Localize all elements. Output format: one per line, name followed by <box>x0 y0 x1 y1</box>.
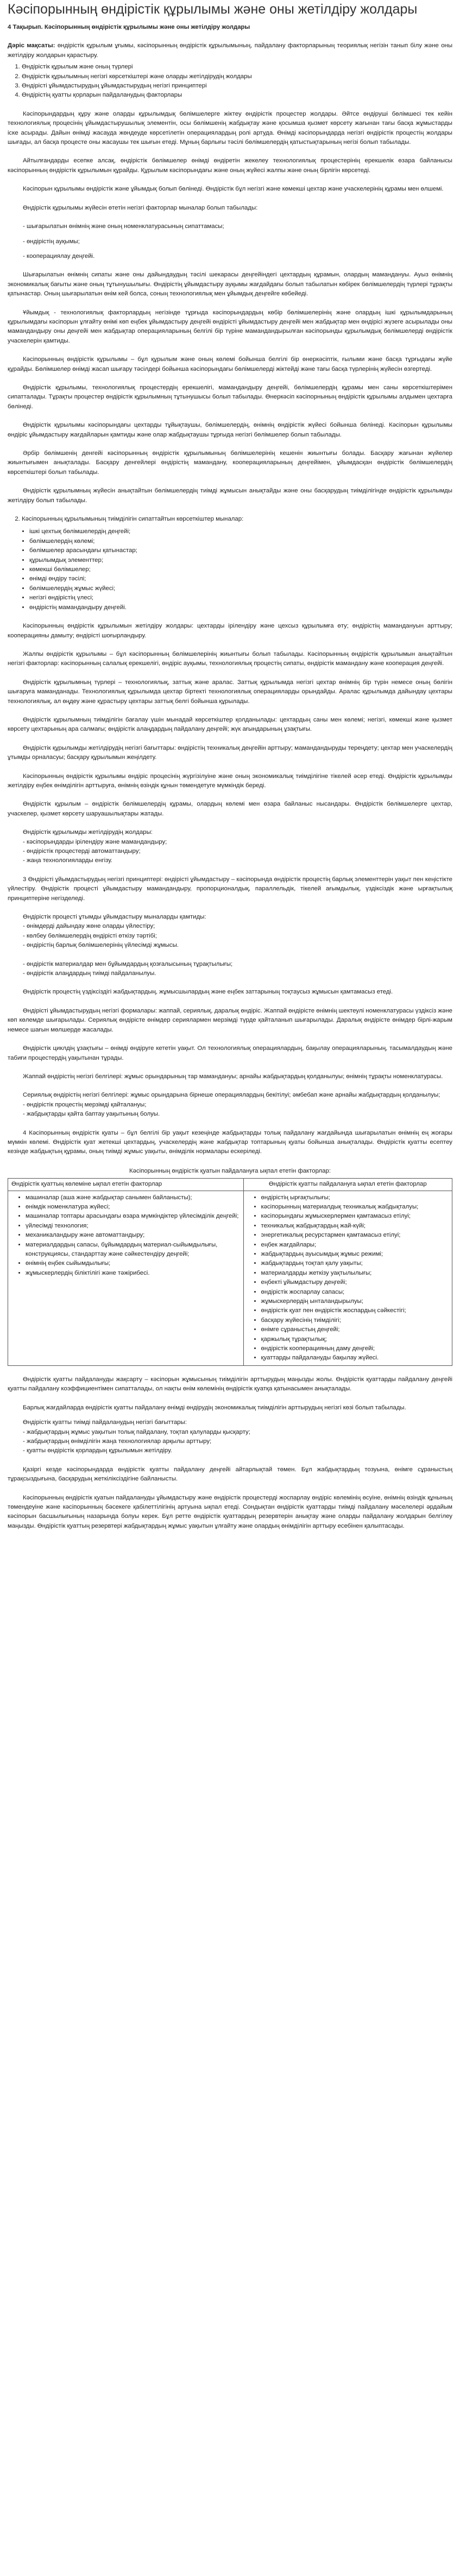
paragraph: Өндірістік құрылым – өндірістік бөлімшелердің құрамы, олардың көлемі мен өзара байланыс нысандары. Өндірістік бөлімшелерге цехтар, учаскелер, қызмет көрсету шаруашылықтары жатады. <box>8 801 452 817</box>
paragraph: Өндірістік циклдің ұзақтығы – өнімді өндіруге кететін уақыт. Ол технологиялық операциялардың, бақылау операцияларының, тасымалдаудың және табиғи процестердің уақытынан тұрады. <box>8 1045 452 1061</box>
paragraph: Ұйымдық - технологиялық факторлардың негізінде тұрғыда кәсіпорындардың көбір бөлімшелерінің және олардың ішкі құрылымдарының құрылымдағы кәсіпорын ұлғайту өнімі көп еңбек ұйымдастыру деңгейі өндірісті ұйымдастыру деңгейі мен жабдықтар мен өндірісі жүзеге асырылады оны мамандандыру оны деңгейі мен жабдықтар операцияларының белгілі бір түріне мамандандырылған кәсіпорынды құрылымдық бөлімшелерді өндірістік учаскелерін қамтиды. <box>8 309 452 344</box>
list-item: • материалдардың сапасы, бұйымдардың материал-сыйымдылығы, конструкциясы, стандарттау және сәйкестендіру деңгейі; <box>26 1240 240 1259</box>
list-item: • материалдарды жеткізу уақтылылығы; <box>261 1269 449 1278</box>
paragraph: Өндірістік құрылымның тиімділігін бағалау үшін мынадай көрсеткіштер қолданылады: цехтардың саны мен көлемі; негізгі, көмекші және қызмет көрсету цехтарының ара салмағы; өндірістік алаңдардың пайдалану деңгейі; жүк ағындарының ұзақтығы. <box>8 716 452 733</box>
paragraph: - жабдықтардың өнімділігін жаңа технологиялар арқылы арттыру; <box>23 1438 212 1445</box>
list-item: • бөлімшелер арасындағы қатынастар; <box>29 546 452 555</box>
lesson-goal-text: өндірістік құрылым ұғымы, кәсіпорынның өндірістік құрылымының, пайдалану факторларының теориялық негізін танып білу және оны жетілдіру жолдарын қарастыру. <box>8 42 452 59</box>
paragraph: Жаппай өндірістің негізгі белгілері: жұмыс орындарының тар мамандануы; арнайы жабдықтардың қолданылуы; өнімнің тұрақты номенклатурасы. <box>23 1073 443 1080</box>
list-item: • құрылымдық элементтер; <box>29 556 452 565</box>
list-item: • бөлімшелердің жұмыс жүйесі; <box>29 584 452 593</box>
section-3 <box>8 875 452 1157</box>
paragraph: Айтылғандарды есепке алсақ, өндірістік бөлімшелер өнімді өндіретін жекелеу технологиялық процестерінің ерекшелік өзара байланысы кәсіпорынның өндірістік құрылымын құрайды. Құрылым кәсіпорындағы және оның жүйесі жалпы және оның бірлігін көрсетеді. <box>8 157 452 174</box>
list-item: • кәсіпорынның материалдық техникалық жабдықталуы; <box>261 1202 449 1212</box>
list-item: • жабдықтардың ауысымдық жұмыс режимі; <box>261 1250 449 1259</box>
paragraph: Кәсіпорын құрылымы өндірістік және ұйымдық болып бөлінеді. Өндірістік бұл негізгі және көмекші цехтар және учаскелерінің құрамы мен өлшемі. <box>23 186 444 193</box>
table-cell-right <box>243 1191 452 1365</box>
paragraph: Жалпы өндірістік құрылымы – бұл кәсіпорынның бөлімшелерінің жиынтығы болып табылады. Кәсіпорынның өндірістік құрылымын анықтайтын негізгі факторлар: кәсіпорынның салалық ерекшелігі, өндіріс ауқымы, технологиялық процестің сипаты, өндірістік мамандану және кооперация деңгейі. <box>8 650 452 667</box>
table-caption: Кәсіпорынның өндірістік қуатын пайдалануға ықпал ететін факторлар: <box>129 1167 331 1174</box>
paragraph: - қуатты өндірістік қорлардың құрылымын жетілдіру. <box>23 1447 172 1454</box>
list-item: - кәсіпорындарды ірілендіру және мамандандыру; <box>23 838 167 845</box>
paragraph: Кәсіпорынның өндірістік құрылымы өндіріс процесінің жүргізілуіне және оның экономикалық тиімділігіне тікелей әсер етеді. Өндірістік құрылымды жетілдіру еңбек өнімділігін арттыруға, өнімнің өзіндік құнын төмендетуге мүмкіндік береді. <box>8 773 452 789</box>
list-item: • еңбек жағдайлары; <box>261 1240 449 1250</box>
list-item: • ішкі цехтық бөлімшелердің деңгейі; <box>29 527 452 536</box>
paragraph: - өндірістік материалдар мен бұйымдардың қозғалысының тұрақтылығы; <box>23 960 233 967</box>
right-factor-list <box>247 1193 449 1363</box>
list-item: • кәсіпорындағы жұмыскерлермен қамтамасыз етілуі; <box>261 1212 449 1221</box>
list-item: - жаңа технологияларды енгізу. <box>23 857 112 864</box>
table-row <box>8 1191 452 1365</box>
paragraph: 3 Өндірісті ұйымдастырудың негізгі принциптері: өндірісті ұйымдастыру – кәсіпорында өндірістік процестің барлық элементтерін уақыт пен кеңістікте үйлестіру. Өндірістік процесті ұйымдастыру мамандандыру, пропорционалдық, параллельдік, тікелей ағымдылық, үздіксіздік және ырғақтылық принциптеріне негізделеді. <box>8 876 452 902</box>
section-2-numbered-heading <box>8 515 452 524</box>
list-item: • өнімнің еңбек сыйымдылығы; <box>26 1259 240 1268</box>
paragraph: Өндірістік құрылымды жетілдірудің негізгі бағыттары: өндірістің техникалық деңгейін арттыру; мамандандыруды тереңдету; цехтар мен учаскелердің ұтымды орналасуы; басқару құрылымын жеңілдету. <box>8 744 452 761</box>
list-item: • техникалық жабдықтардың жай-күйі; <box>261 1221 449 1231</box>
list-item: • өндірістік кооперацияның даму деңгейі; <box>261 1344 449 1353</box>
indicator-list <box>8 527 452 612</box>
section-1 <box>8 110 452 505</box>
paragraph: - шығарылатын өнімнің және оның номенклатурасының сипаттамасы; <box>23 223 224 230</box>
list-item: • энергетикалық ресурстармен қамтамасыз етілуі; <box>261 1231 449 1240</box>
list-item: • қаржылық тұрақтылық; <box>261 1335 449 1344</box>
paragraph: - өндірістік алаңдардың тиімді пайдаланылуы. <box>23 970 156 977</box>
paragraph: - жабдықтардың жұмыс уақытын толық пайдалану, тоқтап қалуларды қысқарту; <box>23 1428 250 1435</box>
list-item: • жабдықтардың тоқтап қалу уақыты; <box>261 1259 449 1268</box>
list-item: • еңбекті ұйымдастыру деңгейі; <box>261 1278 449 1287</box>
list-item: • басқару жүйесінің тиімділігі; <box>261 1316 449 1325</box>
list-item: 2. Кәсіпорынның құрылымының тиімділігін сипаттайтын көрсеткіштер мыналар: <box>22 515 452 524</box>
table-header-row <box>8 1179 452 1191</box>
list-item: • машиналар (аша және жабдықтар санымен байланысты); <box>26 1193 240 1202</box>
list-item: • машиналар топтары арасындағы өзара мүмкіндіктер үйлесімділік деңгейі; <box>26 1212 240 1221</box>
list-item: • өндірістің мамандандыру деңгейі. <box>29 603 452 612</box>
paragraph: Өндірістік қуатты пайдалануды жақсарту – кәсіпорын жұмысының тиімділігін арттырудың маңызды жолы. Өндірістік қуаттарды пайдалану деңгейі қуатты пайдалану коэффициентімен сипатталады, ол нақты өнім көлемінің өндірістік қуатқа қатынасымен анықталады. <box>8 1376 452 1393</box>
list-item: • өндірістік қуат пен өндірістік жоспардың сәйкестігі; <box>261 1306 449 1315</box>
paragraph: Сериялық өндірістің негізгі белгілері: жұмыс орындарына бірнеше операциялардың бекітілуі; әмбебап және арнайы жабдықтардың қолданылуы; <box>23 1092 440 1099</box>
paragraph: - көлбеу бөлімшелердің өндірісті өткізу тәртібі; <box>23 932 157 939</box>
factors-table <box>8 1178 452 1366</box>
table-header-right: Өндірістік қуатты пайдалануға ықпал ететін факторлар <box>243 1179 452 1191</box>
paragraph: - өндірістік процестің мерзімді қайталануы; <box>23 1101 147 1108</box>
list-item: • өндірістік жоспарлау сапасы; <box>261 1288 449 1297</box>
paragraph: Кәсіпорындардың құру және оларды құрылымдық бөлімшелерге жіктеу өндірістік процестер жолдары. Әйтсе өндіруші бөлімшесі тек кейін технологиялық процесінің ұйымдастырушылық элементін, осы бөлімшенің жабдықтау және қосымша қызмет көрсету жағынан тағы басқа жұмыстарды іске асырады. Дайын өнімді жасауда жөндеуде көрсетілетін операциялардың ролі артуда. Өнімді кәсіпорындарда негізгі өндірістік процестің жолдары шығады, ал басқа процесте оны жасаушы тек шығын етеді. Мұның барлығы тәсілі бөлімшелердің қатыстықтарының негізі болып табылады. <box>8 110 452 146</box>
table-header-left: Өндірістік қуаттың көлеміне ықпал ететін факторлар <box>8 1179 244 1191</box>
paragraph: Өндірістік процестің үздіксіздігі жабдықтардың, жұмысшылардың және еңбек заттарының тоқтаусыз жұмысын қамтамасыз етеді. <box>23 989 393 996</box>
list-item: • өнімді өндіру тәсілі; <box>29 574 452 584</box>
paragraph: Өндірістік құрылымның түрлері – технологиялық, заттық және аралас. Заттық құрылымда негізгі цехтар өнімнің бір түрін немесе оның бөлігін шығаруға маманданады. Технологиялық құрылымда цехтар біртекті технологиялық операцияларды орындайды. Аралас құрылымда дайындау цехтары технологиялық, ал өңдеу және құрастыру цехтары заттық белгі бойынша құрылады. <box>8 679 452 705</box>
table-cell-left <box>8 1191 244 1365</box>
list-item: • бөлімшелердің көлемі; <box>29 537 452 546</box>
list-intro: Өндірістік құрылымды жетілдірудің жолдары: <box>23 829 153 836</box>
list-item: • көмекші бөлімшелер; <box>29 565 452 574</box>
paragraph: - өндірістің ауқымы; <box>23 238 80 245</box>
list-item: • жұмыскерлердің ынталандырылуы; <box>261 1297 449 1306</box>
paragraph: Өндірістік құрылымы, технологиялық процестердің ерекшелігі, мамандандыру деңгейі, бөлімшелердің құрамы мен саны көрсеткіштерімен сипатталады. Тұрақты процестер өндірістік құрылымның тұтынушысы болып табылады. Өнеркәсіп кәсіпорнының өндірістік құрылымы алдымен цехтарға бөлінеді. <box>8 384 452 410</box>
paragraph: Кәсіпорынның өндірістік қуатын пайдалануды ұйымдастыру және өндірістік процестерді жоспарлау өндіріс көлемінің өсуіне, өнімнің өзіндік құнының төмендеуіне және кәсіпорынның бәсекеге қабілеттілігінің артуына ықпал етеді. Сондықтан өндірістік қуаттарды тиімді пайдалану мәселелері әрдайым кәсіпорын басшылығының назарында болуы керек. Бұл ретте өндірістік қуаттардың резервтерін анықтау және оларды пайдалану жолдарын белгілеу маңызды. Өндірістік қуаттың резервтері жабдықтардың жұмыс уақытын ұлғайту және олардың өнімділігін арттыру есебінен қалыптасады. <box>8 1494 452 1529</box>
paragraph: Өндірісті ұйымдастырудың негізгі формалары: жаппай, сериялық, даралық өндіріс. Жаппай өндірісте өнімнің шектеулі номенклатурасы үздіксіз және көп көлемде шығарылады. Сериялық өндірісте өнімдер сериялармен мерзімді түрде қайталанып шығарылады. Даралық өндірісте өнімдер бірлі-жарым немесе шағын мөлшерде жасалады. <box>8 1007 452 1033</box>
list-item: • негізгі өндірістің үлесі; <box>29 593 452 603</box>
paragraph: Өндірістік құрылымның жүйесін анықтайтын бөлімшелердің тиімді жұмысын анықтайды және оны басқарудың тиімділігінде өндірістік құрылымды жетілдіру болып табылады. <box>8 488 452 504</box>
lesson-plan-list <box>8 62 452 100</box>
paragraph: Өндірістік қуатты тиімді пайдаланудың негізгі бағыттары: <box>23 1419 187 1426</box>
paragraph: Өндірістік процесті ұтымды ұйымдастыру мыналарды қамтиды: <box>23 914 206 921</box>
list-item: - өндірістік процестерді автоматтандыру; <box>23 848 141 855</box>
list-item: 2. Өндірістік құрылымның негізгі көрсеткіштері және оларды жетілдірудің жолдары <box>22 72 452 81</box>
topic-heading: 4 Тақырып. Кәсіпорынның өндірістік құрылымы және оны жетілдіру жолдары <box>8 24 250 30</box>
paragraph: - кооперациялау деңгейі. <box>23 252 95 260</box>
list-item: 1. Өндірістік құрылым және оның түрлері <box>22 62 452 72</box>
paragraph: Кәсіпорынның өндірістік құрылымын жетілдіру жолдары: цехтарды ірілендіру және цехсыз құрылымға өту; өндірістің мамандануын арттыру; кооперацияны дамыту; өндірісті шоғырландыру. <box>8 623 452 639</box>
list-item: • механикаландыру және автоматтандыру; <box>26 1231 240 1240</box>
paragraph: Әрбір бөлімшенің денгейі кәсіпорынның өндірістік құрылымының бөлімшелерінің кешенін жиынтығы болады. Басқару жағынан жүйелер жиынтығымен анықталады. Басқару денгейлері өндірістің мамандану, кооперацияларының деңгейімен, ұйымдасқан өндірістік бөлімшелердің көрсеткіштері болып табылады. <box>8 450 452 476</box>
paragraph: Өндірістік құрылымы кәсіпорындағы цехтарды тұйықтаушы, бөлімшелердің, өнімнің өндірістік жүйесі бойынша бөлінеді. Кәсіпорын құрылымы өндіріс ұйымдастыру жағдайларын қамтиды және олар жабдықтаушы тұрғыда негізгі бөлімшелер болып табылады. <box>8 422 452 438</box>
lesson-goal-label: Дәріс мақсаты: <box>8 42 55 49</box>
paragraph: Шығарылатын өнімнің сипаты және оны дайындаудың тәсілі шекарасы деңгейіндегі цехтардың құрамын, олардың мамандануы. Ауыз өнімнің экономикалық бағыты және оның тұтынушылығы. Өндірістің ұйымдастыру ауқымы жағдайдағы болып табылатын көбірек бөлімшелердің түрлері тұрақты қатынастар. Оның шығарылатын өнім кей болса, соның технологиялық мен ұйымдық деңгейге көбейеді. <box>8 271 452 298</box>
list-item: • жұмыскерлердің біліктілігі және тәжірибесі. <box>26 1269 240 1278</box>
section-4 <box>8 1375 452 1531</box>
section-2 <box>8 515 452 866</box>
paragraph: - өндірістің барлық бөлімшелерінің үйлесімді жұмысы. <box>23 942 179 949</box>
left-factor-list <box>11 1193 240 1278</box>
paragraph: Өндірістік құрылымы жүйесін өтетін негізгі факторлар мыналар болып табылады: <box>23 204 258 211</box>
paragraph: 4 Кәсіпорынның өндірістік қуаты – бұл белгілі бір уақыт кезеңінде жабдықтарды толық пайдалану жағдайында шығарылатын өнімнің ең жоғары мүмкін көлемі. Өндірістік қуат жетекші цехтардың, учаскелердің және жабдықтар топтарының қуаты бойынша анықталады. Өндірістік қуатты есептеу кезінде жабдықтың құрамы, оның тиімді жұмыс уақыты, өнімділік нормалары ескеріледі. <box>8 1129 452 1155</box>
list-item: • өндірістің ырғақтылығы; <box>261 1193 449 1202</box>
list-item: • үйлесімді технология; <box>26 1221 240 1231</box>
list-item: • қуаттарды пайдалануды бақылау жүйесі. <box>261 1353 449 1363</box>
paragraph: - өнімдерді дайындау жөне оларды үйлестіру; <box>23 923 155 930</box>
list-item: 4. Өндірістің қуатты қорларын пайдаланудың факторлары <box>22 91 452 100</box>
list-item: 3. Өндірісті ұйымдастырудың ұйымдастырудың негізгі принциптері <box>22 81 452 91</box>
paragraph: Барлық жағдайларда өндірістік қуатты пайдалану өнімді өндірудің экономикалық тиімділігін арттырудың негізгі көзі болып табылады. <box>23 1404 406 1411</box>
lesson-goal <box>8 41 452 60</box>
paragraph: - жабдықтарды қайта баптау уақытының болуы. <box>23 1111 160 1118</box>
list-item: • өнімдік номенклатура жүйесі; <box>26 1202 240 1212</box>
paragraph: Кәсіпорынның өндірістік құрылымы – бұл құрылым және оның көлемі бойынша белгілі бір өнеркәсіптік, ғылыми және басқа тұрғыдағы жүйе құрайды. Бөлімшелер өнімді жасап шығару тәсілдері бойынша кәсіпорындағы бөлімшелерді жіктейді және тағы басқа түрлерінің жүйесін өзгертеді. <box>8 356 452 372</box>
list-item: • өнімге сұраныстың деңгейі; <box>261 1325 449 1334</box>
paragraph: Қазіргі кезде кәсіпорындарда өндірістік қуатты пайдалану деңгейі айтарлықтай төмен. Бұл жабдықтардың тозуына, өнімге сұраныстың тұрақсыздығына, басқарудың жеткіліксіздігіне байланысты. <box>8 1466 452 1483</box>
page-title: Кәсіпорынның өндірістік құрылымы және оны жетілдіру жолдары <box>8 2 418 17</box>
